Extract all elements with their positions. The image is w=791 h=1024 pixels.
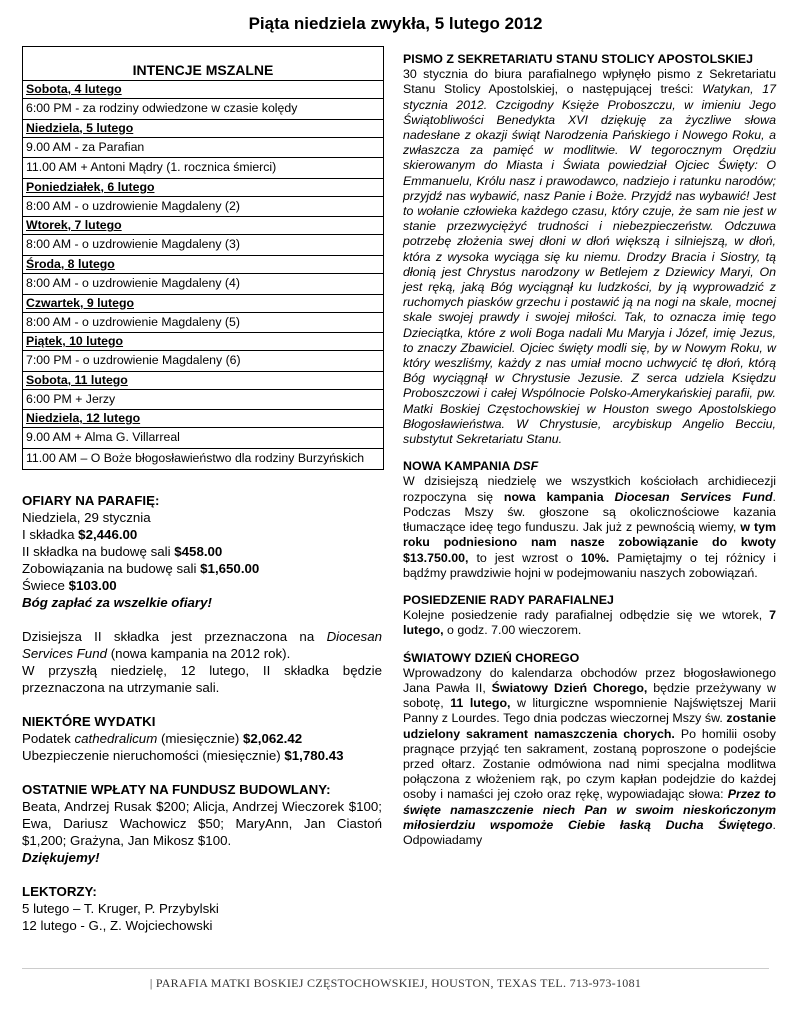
building-fund-donors: Beata, Andrzej Rusak $200; Alicja, Andrzej Wieczorek $100; Ewa, Dariusz Wachowicz $50; MaryAnn, Jan Ciastoń $1,200; Grażyna, Jan Mikosz $100. <box>22 798 382 848</box>
sick-day-text: Wprowadzony do kalendarza obchodów przez błogosławionego Jana Pawła II, Światowy Dzień Chorego, będzie przeżywany w sobotę, 11 lutego, w liturgiczne wspomnienie Najświętszej Marii Panny z Lourdes. Tego dnia podczas wieczornej Mszy św. zostanie udzielony sakrament namaszczenia chorych. Po homilii osoby pragnące przyjąć ten sakrament, zostaną poproszone o podejście przed ołtarz. Zostanie odmówiona nad nimi specjalna modlitwa połączona z włożeniem rąk, po czym kapłan podejdzie do każdej osoby i namaści jej czoło oraz rękę, wypowiadając słowa: Przez to święte namaszczenie niech Pan w swoim nieskończonym miłosierdziu wspomoże Ciebie łaską Ducha Świętego. Odpowiadamy <box>403 665 777 847</box>
building-fund-thanks: Dziękujemy! <box>22 849 100 865</box>
mass-day-heading: Niedziela, 12 lutego <box>23 410 384 428</box>
mass-day-heading: Sobota, 11 lutego <box>23 371 384 389</box>
mass-intention-entry: 7:00 PM - o uzdrowienie Magdaleny (6) <box>23 351 384 372</box>
mass-intention-entry: 9.00 AM + Alma G. Villarreal <box>23 428 384 449</box>
offerings-date: Niedziela, 29 stycznia <box>22 509 151 525</box>
footer: | PARAFIA MATKI BOSKIEJ CZĘSTOCHOWSKIEJ, HOUSTON, TEXAS TEL. 713-973-1081 <box>149 976 642 990</box>
mass-intention-entry: 9.00 AM - za Parafian <box>23 137 384 158</box>
council-text: Kolejne posiedzenie rady parafialnej odbędzie się we wtorek, 7 lutego, o godz. 7.00 wieczorem. <box>403 608 776 638</box>
dsf-heading: NOWA KAMPANIA DSF <box>403 459 539 474</box>
right-column <box>403 52 776 860</box>
dsf-text: W dzisiejszą niedzielę we wszystkich kościołach archidiecezji rozpoczyna się nowa kampania Diocesan Services Fund. Podczas Mszy św. głoszone są okolicznościowe kazania tłumaczące ideę tego funduszu. Jak już z pewnością wiemy, w tym roku podniesiono nam nasze zobowiązanie do kwoty $13.750.00, to jest wzrost o 10%. Pamiętajmy o tej różnicy i bądźmy prawdziwie hojni w podejmowaniu naszych zobowiązań. <box>403 474 776 580</box>
mass-intention-entry: 11.00 AM – O Boże błogosławieństwo dla rodziny Burzyńskich <box>23 448 384 469</box>
expenses-heading: NIEKTÓRE WYDATKI <box>22 713 156 729</box>
mass-intention-entry: 6:00 PM + Jerzy <box>23 389 384 410</box>
lectors-heading: LEKTORZY: <box>22 883 97 899</box>
mass-intentions-heading: INTENCJE MSZALNE <box>23 47 384 81</box>
offerings-thanks: Bóg zapłać za wszelkie ofiary! <box>22 594 212 610</box>
building-fund-section <box>22 781 382 866</box>
footer-divider <box>22 968 769 969</box>
expenses-section <box>22 713 382 764</box>
lectors-section <box>22 883 382 934</box>
mass-day-heading: Poniedziałek, 6 lutego <box>23 178 384 196</box>
mass-day-heading: Niedziela, 5 lutego <box>23 119 384 137</box>
mass-intention-entry: 8:00 AM - o uzdrowienie Magdaleny (2) <box>23 196 384 217</box>
building-fund-heading: OSTATNIE WPŁATY NA FUNDUSZ BUDOWLANY: <box>22 781 331 797</box>
mass-day-heading: Piątek, 10 lutego <box>23 333 384 351</box>
letter-text: 30 stycznia do biura parafialnego wpłynęło pismo z Sekretariatu Stanu Stolicy Apostolskiej, o następującej treści: Watykan, 17 stycznia 2012. Czcigodny Księże Proboszczu, w imieniu Jego Świątobliwości Benedykta XVI dziękuję za życzliwe słowa nadesłane z okazji świąt Narodzenia Pańskiego i Nowego Roku, a zwłaszcza za pamięć w modlitwie. W tegorocznym Orędziu skierowanym do Miasta i Świata powiedział Ojciec Święty: O Emmanuelu, Królu nasz i prawodawco, nadziejo i ratunku narodów; przyjdź nas wybawić, nasz Panie i Boże. Przyjdź nas wybawić! Jest to wołanie człowieka każdego czasu, który czuje, że sam nie jest w stanie przezwyciężyć trudności i niebezpieczeństw. Odczuwa potrzebę złożenia swej dłoni w dłoń większą i silniejszą, w dłoń, która z wysoka wyciąga się ku niemu. Drodzy Bracia i Siostry, tą dłonią jest Chrystus narodzony w Betlejem z Dziewicy Maryi, On jest ręką, jaką Bóg wyciągnął ku ludzkości, by ją wyprowadzić z ruchomych piasków grzechu i postawić ją na nogi na skale, mocnej skale swojej prawdy i swojej miłości. Tak, to oznacza imię tego Dzieciątka, które z woli Boga nadali Mu Maryja i Józef, imię Jezus, to znaczy Zbawiciel. Ojciec święty modli się, by w Nowym Roku, w który weszliśmy, każdy z nas umiał mocno uchwycić tę dłoń, którą Bóg wyciągnął w Chrystusie Jezusie. Z serca udziela Księdzu Proboszczowi i całej Wspólnocie Polsko-Amerykańskiej parafii, pw. Matki Boskiej Częstochowskiej w Houston swego Apostolskiego Błogosławieństwa. W Chrystusie, arcybiskup Angelio Becciu, substytut Sekretariatu Stanu. <box>403 67 776 447</box>
mass-intentions-table <box>22 46 384 470</box>
offering-line: II składka na budowę sali $458.00 <box>22 543 223 559</box>
offering-line: I składka $2,446.00 <box>22 526 138 542</box>
mass-day-heading: Czwartek, 9 lutego <box>23 294 384 312</box>
letter-section <box>403 52 776 447</box>
offering-line: Świece $103.00 <box>22 577 117 593</box>
mass-day-heading: Wtorek, 7 lutego <box>23 217 384 235</box>
mass-day-heading: Sobota, 4 lutego <box>23 81 384 99</box>
next-collection-note: W przyszłą niedzielę, 12 lutego, II składka będzie przeznaczona na utrzymanie sali. <box>22 662 382 695</box>
mass-intention-entry: 8:00 AM - o uzdrowienie Magdaleny (3) <box>23 235 384 256</box>
dsf-section <box>403 459 776 581</box>
lector-line: 12 lutego - G., Z. Wojciechowski <box>22 917 213 933</box>
second-collection-note: Dzisiejsza II składka jest przeznaczona na Diocesan Services Fund (nowa kampania na 2012 rok). <box>22 628 382 661</box>
offerings-section <box>22 492 382 696</box>
mass-day-heading: Środa, 8 lutego <box>23 255 384 273</box>
mass-intention-entry: 8:00 AM - o uzdrowienie Magdaleny (5) <box>23 312 384 333</box>
council-heading: POSIEDZENIE RADY PARAFIALNEJ <box>403 592 614 607</box>
offering-line: Zobowiązania na budowę sali $1,650.00 <box>22 560 260 576</box>
offerings-heading: OFIARY NA PARAFIĘ: <box>22 492 160 508</box>
mass-intention-entry: 8:00 AM - o uzdrowienie Magdaleny (4) <box>23 273 384 294</box>
mass-intention-entry: 11.00 AM + Antoni Mądry (1. rocznica śmierci) <box>23 158 384 179</box>
letter-heading: PISMO Z SEKRETARIATU STANU STOLICY APOSTOLSKIEJ <box>403 52 753 66</box>
mass-intention-entry: 6:00 PM - za rodziny odwiedzone w czasie kolędy <box>23 99 384 120</box>
lector-line: 5 lutego – T. Kruger, P. Przybylski <box>22 900 219 916</box>
left-column <box>22 46 382 934</box>
expense-line: Podatek cathedralicum (miesięcznie) $2,062.42 <box>22 730 303 746</box>
sick-day-section <box>403 651 776 849</box>
expense-line: Ubezpieczenie nieruchomości (miesięcznie) $1,780.43 <box>22 747 344 763</box>
sick-day-heading: ŚWIATOWY DZIEŃ CHOREGO <box>403 650 580 665</box>
council-section <box>403 593 776 639</box>
page-title: Piąta niedziela zwykła, 5 lutego 2012 <box>248 14 543 33</box>
